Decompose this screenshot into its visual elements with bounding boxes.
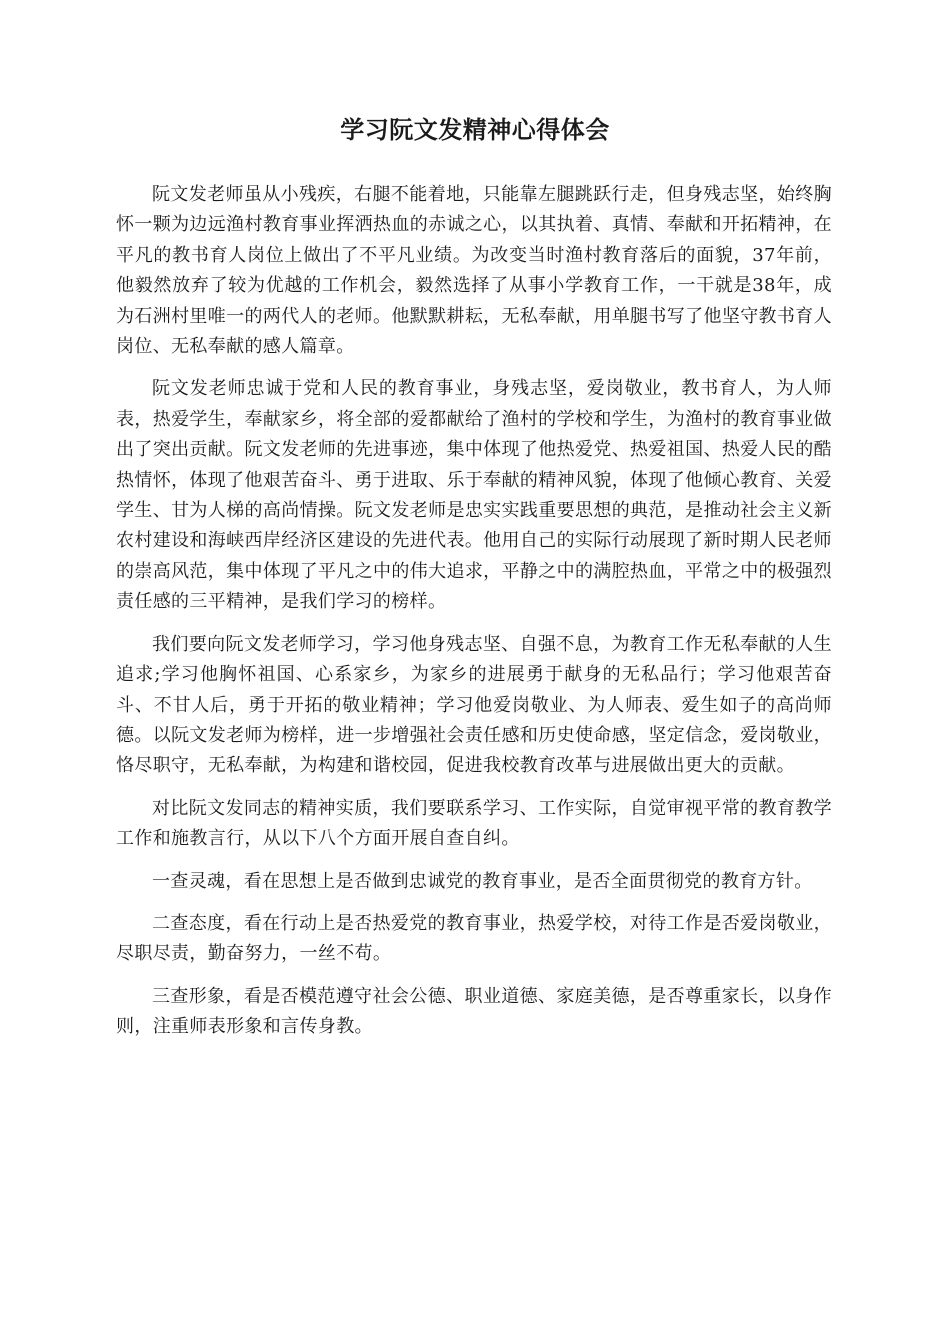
paragraph-6: 二查态度，看在行动上是否热爱党的教育事业，热爱学校，对待工作是否爱岗敬业，尽职尽责，勤奋努力，一丝不苟。 bbox=[116, 912, 832, 965]
paragraph-2: 阮文发老师忠诚于党和人民的教育事业，身残志坚，爱岗敬业，教书育人，为人师表，热爱学生，奉献家乡，将全部的爱都献给了渔村的学校和学生，为渔村的教育事业做出了突出贡献。阮文发老师的先进事迹，集中体现了他热爱党、热爱祖国、热爱人民的酷热情怀，体现了他艰苦奋斗、勇于进取、乐于奉献的精神风貌，体现了他倾心教育、关爱学生、甘为人梯的高尚情操。阮文发老师是忠实实践重要思想的典范，是推动社会主义新农村建设和海峡西岸经济区建设的先进代表。他用自己的实际行动展现了新时期人民老师的崇高风范，集中体现了平凡之中的伟大追求，平静之中的满腔热血，平常之中的极强烈责任感的三平精神，是我们学习的榜样。 bbox=[116, 378, 832, 613]
paragraph-5: 一查灵魂，看在思想上是否做到忠诚党的教育事业，是否全面贯彻党的教育方针。 bbox=[152, 870, 813, 892]
paragraph-4: 对比阮文发同志的精神实质，我们要联系学习、工作实际，自觉审视平常的教育教学工作和施教言行，从以下八个方面开展自查自纠。 bbox=[116, 797, 832, 850]
paragraph-7: 三查形象，看是否模范遵守社会公德、职业道德、家庭美德，是否尊重家长，以身作则，注重师表形象和言传身教。 bbox=[116, 985, 832, 1038]
paragraph-1: 阮文发老师虽从小残疾，右腿不能着地，只能靠左腿跳跃行走，但身残志坚，始终胸怀一颗为边远渔村教育事业挥洒热血的赤诚之心，以其执着、真情、奉献和开拓精神，在平凡的教书育人岗位上做出了不平凡业绩。为改变当时渔村教育落后的面貌，37年前，他毅然放弃了较为优越的工作机会，毅然选择了从事小学教育工作，一干就是38年，成为石洲村里唯一的两代人的老师。他默默耕耘，无私奉献，用单腿书写了他坚守教书育人岗位、无私奉献的感人篇章。 bbox=[116, 184, 832, 358]
document-title: 学习阮文发精神心得体会 bbox=[340, 116, 610, 144]
document-body bbox=[116, 180, 832, 1055]
paragraph-3: 我们要向阮文发老师学习，学习他身残志坚、自强不息，为教育工作无私奉献的人生追求;学习他胸怀祖国、心系家乡，为家乡的进展勇于献身的无私品行；学习他艰苦奋斗、不甘人后，勇于开拓的敬业精神；学习他爱岗敬业、为人师表、爱生如子的高尚师德。以阮文发老师为榜样，进一步增强社会责任感和历史使命感，坚定信念，爱岗敬业，恪尽职守，无私奉献，为构建和谐校园，促进我校教育改革与进展做出更大的贡献。 bbox=[116, 633, 832, 777]
